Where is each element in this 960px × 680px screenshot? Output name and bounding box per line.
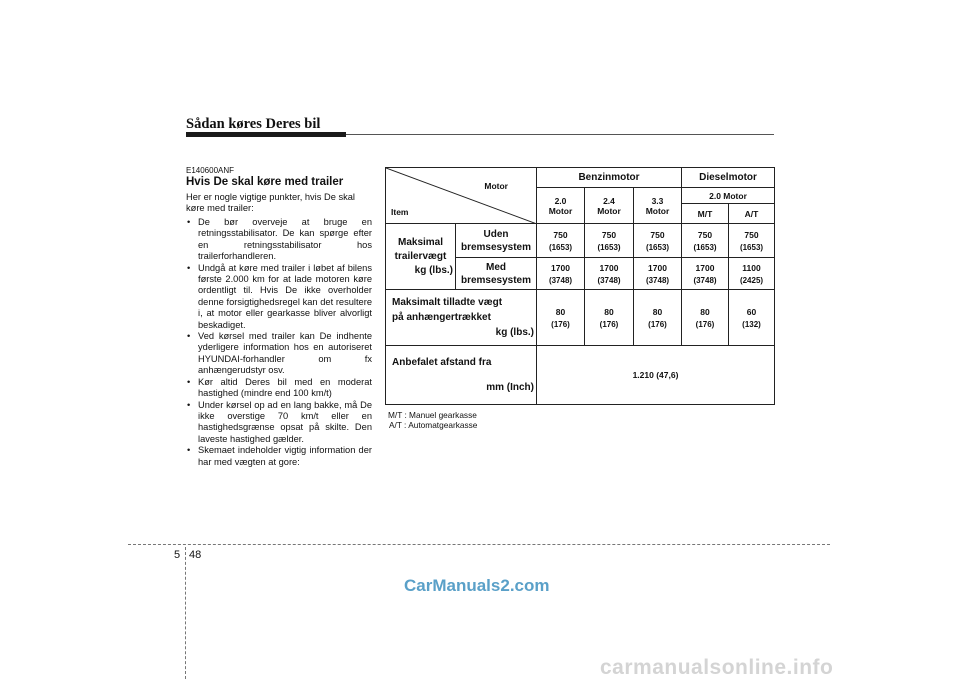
value-cell: 750 (1653) [537,224,585,258]
list-item: • De bør overveje at bruge en retningsstabilisator. De kan spørge efter en retningsstabilisator hos trailerforhandleren. [186,217,372,263]
item-label: Item [391,207,409,217]
engine-2-0-header: 2.0 Motor [537,188,585,224]
distance-value: 1.210 (47,6) [537,346,775,405]
value-cell: 1700 (3748) [585,258,634,290]
gear-at-header: A/T [729,204,775,224]
list-item: • Ved kørsel med trailer kan De indhente yderligere information hos en autoriseret HYUNDAI-forhandler om fx anhængerudstyr osv. [186,331,372,377]
page-header-title: Sådan køres Deres bil [186,116,321,132]
with-brakes-label: Med bremsesystem [456,258,537,290]
value-cell: 80 (176) [682,290,729,346]
without-brakes-label: Uden bremsesystem [456,224,537,258]
bullet-list [186,217,372,468]
value-cell: 1100 (2425) [729,258,775,290]
gear-mt-header: M/T [682,204,729,224]
footer-rule [128,544,830,545]
footer-vertical-rule [185,547,186,679]
note-mt: M/T : Manuel gearkasse [388,410,477,420]
trailer-weight-label: Maksimal trailervægt kg (lbs.) [386,224,456,290]
section-code: E140600ANF [186,166,235,175]
list-item: • Skemaet indeholder vigtig information der har med vægten at gore: [186,445,372,468]
header-rule [346,134,774,135]
trailer-spec-table [385,167,775,405]
header-diagonal-cell [386,168,537,224]
section-number: 5 [174,549,181,561]
diesel-header: Dieselmotor [682,168,775,188]
header-bar [186,132,346,137]
list-item: • Under kørsel op ad en lang bakke, må De ikke overstige 70 km/t eller en hastighedsgrænse opsat på skilte. Den laveste hastighed gælder. [186,400,372,446]
motor-label: Motor [484,181,508,191]
value-cell: 750 (1653) [634,224,682,258]
watermark-carmanuals: CarManuals2.com [404,576,550,595]
value-cell: 80 (176) [634,290,682,346]
value-cell: 1700 (3748) [634,258,682,290]
value-cell: 80 (176) [585,290,634,346]
list-item: • Kør altid Deres bil med en moderat hastighed (mindre end 100 km/t) [186,377,372,400]
engine-2-4-header: 2.4 Motor [585,188,634,224]
section-heading: Hvis De skal køre med trailer [186,176,344,188]
watermark-online: carmanualsonline.info [600,656,834,679]
value-cell: 750 (1653) [729,224,775,258]
benzin-header: Benzinmotor [537,168,682,188]
value-cell: 60 (132) [729,290,775,346]
value-cell: 750 (1653) [585,224,634,258]
distance-label: Anbefalet afstand fra mm (Inch) [386,346,537,405]
list-item: • Undgå at køre med trailer i løbet af bilens første 2.000 km for at lade motoren køre ordentligt til. Hvis De ikke overholder denne forsigtighedsregel kan det resultere i, at motor eller gearkasse bliver alvorligt beskadiget. [186,263,372,331]
value-cell: 750 (1653) [682,224,729,258]
page-number: 48 [189,549,202,561]
engine-3-3-header: 3.3 Motor [634,188,682,224]
value-cell: 1700 (3748) [537,258,585,290]
section-intro: Her er nogle vigtige punkter, hvis De skal køre med trailer: [186,192,355,214]
diesel-engine-header: 2.0 Motor [682,188,775,204]
value-cell: 80 (176) [537,290,585,346]
value-cell: 1700 (3748) [682,258,729,290]
table-notes [388,410,477,430]
note-at: A/T : Automatgearkasse [389,420,478,430]
diagonal-line [386,168,537,224]
hitch-weight-label: Maksimalt tilladte vægt på anhængertrækket kg (lbs.) [386,290,537,346]
